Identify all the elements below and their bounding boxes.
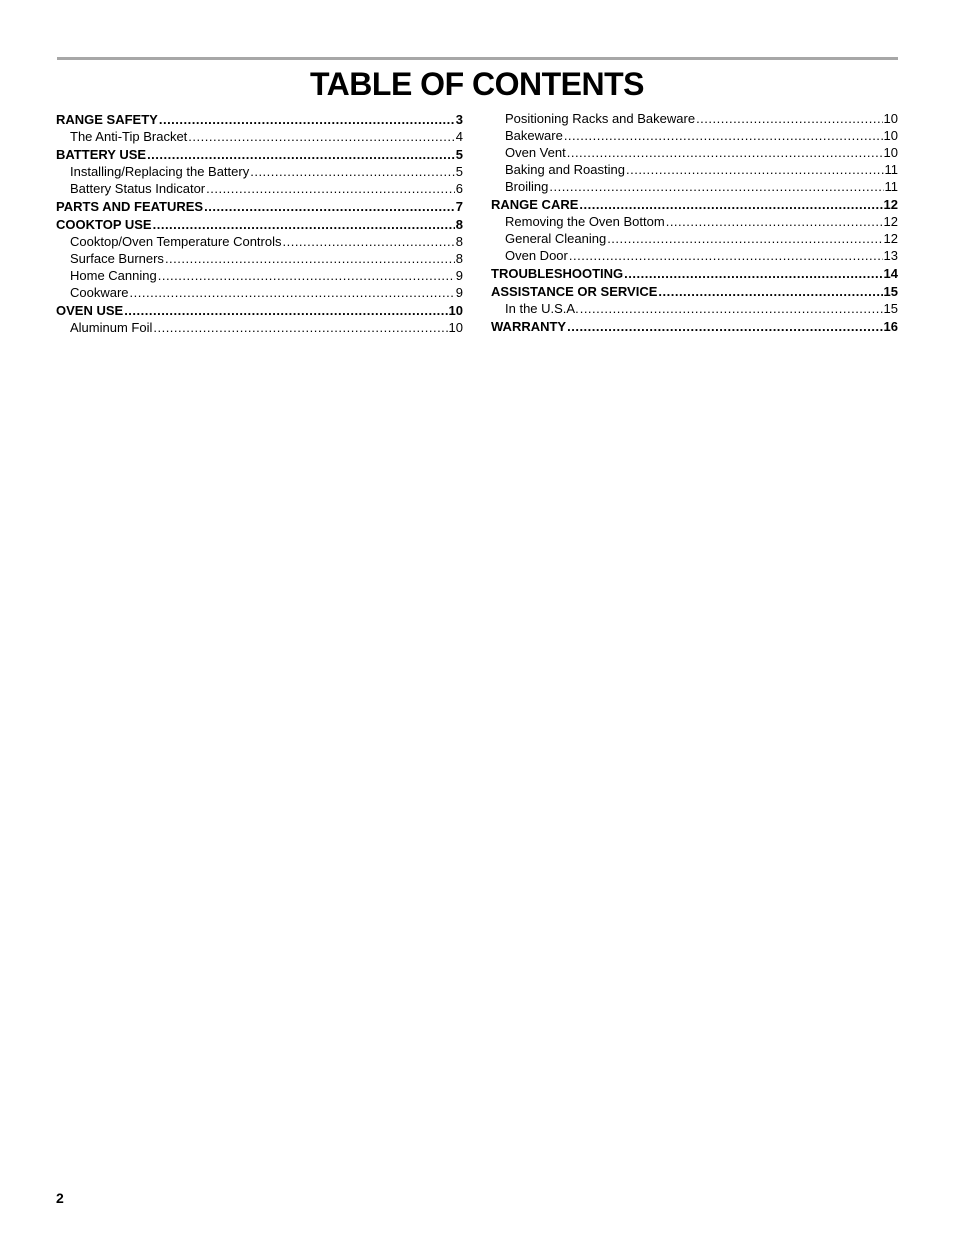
dot-leader	[564, 128, 883, 144]
dot-leader	[696, 111, 882, 127]
toc-entry-page: 12	[883, 214, 898, 229]
toc-entry-page: 13	[883, 248, 898, 263]
dot-leader	[282, 234, 454, 250]
toc-entry-page: 12	[883, 231, 898, 246]
toc-subsection-entry[interactable]	[491, 301, 898, 317]
toc-subsection-entry[interactable]	[491, 248, 898, 264]
dot-leader	[153, 217, 455, 233]
toc-entry-page: 4	[455, 129, 463, 144]
dot-leader	[658, 284, 882, 300]
toc-section-entry[interactable]	[491, 266, 898, 282]
toc-entry-label: WARRANTY	[491, 319, 567, 334]
toc-entry-label: Surface Burners	[70, 251, 164, 266]
top-rule	[57, 57, 898, 60]
toc-entry-page: 3	[455, 112, 463, 127]
toc-entry-label: Positioning Racks and Bakeware	[505, 111, 696, 126]
toc-entry-label: PARTS AND FEATURES	[56, 199, 204, 214]
dot-leader	[549, 179, 883, 195]
toc-subsection-entry[interactable]	[491, 128, 898, 144]
toc-entry-page: 5	[455, 164, 463, 179]
toc-subsection-entry[interactable]	[491, 162, 898, 178]
dot-leader	[147, 147, 455, 163]
toc-section-entry[interactable]	[491, 319, 898, 335]
dot-leader	[607, 231, 882, 247]
toc-subsection-entry[interactable]	[491, 179, 898, 195]
toc-subsection-entry[interactable]	[56, 268, 463, 284]
toc-entry-label: Home Canning	[70, 268, 157, 283]
toc-entry-page: 10	[448, 303, 463, 318]
toc-entry-page: 12	[883, 197, 898, 212]
dot-leader	[124, 303, 447, 319]
toc-entry-label: COOKTOP USE	[56, 217, 152, 232]
toc-section-entry[interactable]	[56, 147, 463, 163]
toc-subsection-entry[interactable]	[56, 320, 463, 336]
dot-leader	[204, 199, 455, 215]
toc-entry-page: 11	[884, 179, 898, 194]
toc-entry-page: 11	[884, 162, 898, 177]
toc-subsection-entry[interactable]	[56, 234, 463, 250]
toc-section-entry[interactable]	[56, 199, 463, 215]
toc-entry-label: Baking and Roasting	[505, 162, 625, 177]
dot-leader	[567, 319, 882, 335]
toc-entry-page: 10	[883, 145, 898, 160]
toc-entry-page: 7	[455, 199, 463, 214]
toc-entry-label: RANGE SAFETY	[56, 112, 158, 127]
dot-leader	[159, 112, 455, 128]
toc-entry-label: General Cleaning	[505, 231, 607, 246]
dot-leader	[624, 266, 882, 282]
toc-entry-label: Cooktop/Oven Temperature Controls	[70, 234, 282, 249]
toc-entry-page: 6	[455, 181, 463, 196]
toc-entry-page: 10	[883, 128, 898, 143]
toc-section-entry[interactable]	[56, 217, 463, 233]
dot-leader	[666, 214, 883, 230]
toc-entry-page: 10	[448, 320, 463, 335]
toc-entry-label: Cookware	[70, 285, 129, 300]
dot-leader	[130, 285, 455, 301]
toc-subsection-entry[interactable]	[56, 181, 463, 197]
toc-right-column	[491, 110, 898, 335]
page-number: 2	[56, 1190, 64, 1206]
toc-section-entry[interactable]	[56, 112, 463, 128]
toc-entry-label: Installing/Replacing the Battery	[70, 164, 250, 179]
toc-entry-label: BATTERY USE	[56, 147, 147, 162]
toc-entry-page: 8	[455, 251, 463, 266]
toc-entry-page: 8	[455, 217, 463, 232]
toc-subsection-entry[interactable]	[56, 251, 463, 267]
toc-entry-page: 15	[883, 284, 898, 299]
toc-entry-label: RANGE CARE	[491, 197, 579, 212]
toc-entry-label: Removing the Oven Bottom	[505, 214, 665, 229]
toc-entry-label: OVEN USE	[56, 303, 124, 318]
toc-entry-label: Oven Vent	[505, 145, 566, 160]
dot-leader	[626, 162, 884, 178]
toc-entry-label: ASSISTANCE OR SERVICE	[491, 284, 658, 299]
dot-leader	[580, 301, 883, 317]
toc-subsection-entry[interactable]	[491, 214, 898, 230]
toc-entry-page: 14	[883, 266, 898, 281]
toc-entry-page: 9	[455, 268, 463, 283]
dot-leader	[567, 145, 883, 161]
toc-entry-page: 15	[883, 301, 898, 316]
toc-entry-label: TROUBLESHOOTING	[491, 266, 624, 281]
toc-entry-label: In the U.S.A.	[505, 301, 579, 316]
page-title: TABLE OF CONTENTS	[310, 66, 644, 102]
toc-left-column	[56, 110, 463, 336]
toc-subsection-entry[interactable]	[56, 164, 463, 180]
toc-section-entry[interactable]	[56, 303, 463, 319]
dot-leader	[206, 181, 455, 197]
toc-entry-label: Aluminum Foil	[70, 320, 153, 335]
toc-entry-label: Battery Status Indicator	[70, 181, 206, 196]
toc-subsection-entry[interactable]	[56, 129, 463, 145]
dot-leader	[153, 320, 447, 336]
toc-entry-label: Broiling	[505, 179, 549, 194]
toc-subsection-entry[interactable]	[491, 145, 898, 161]
toc-entry-page: 16	[883, 319, 898, 334]
toc-section-entry[interactable]	[491, 284, 898, 300]
toc-entry-label: Oven Door	[505, 248, 568, 263]
toc-section-entry[interactable]	[491, 197, 898, 213]
toc-entry-page: 9	[455, 285, 463, 300]
dot-leader	[250, 164, 455, 180]
toc-subsection-entry[interactable]	[491, 231, 898, 247]
dot-leader	[158, 268, 455, 284]
toc-entry-page: 10	[883, 111, 898, 126]
toc-entry-page: 8	[455, 234, 463, 249]
dot-leader	[165, 251, 455, 267]
toc-subsection-entry[interactable]	[491, 111, 898, 127]
toc-entry-label: Bakeware	[505, 128, 563, 143]
toc-subsection-entry[interactable]	[56, 285, 463, 301]
toc-entry-label: The Anti-Tip Bracket	[70, 129, 188, 144]
toc-entry-page: 5	[455, 147, 463, 162]
dot-leader	[188, 129, 454, 145]
dot-leader	[569, 248, 883, 264]
dot-leader	[579, 197, 882, 213]
